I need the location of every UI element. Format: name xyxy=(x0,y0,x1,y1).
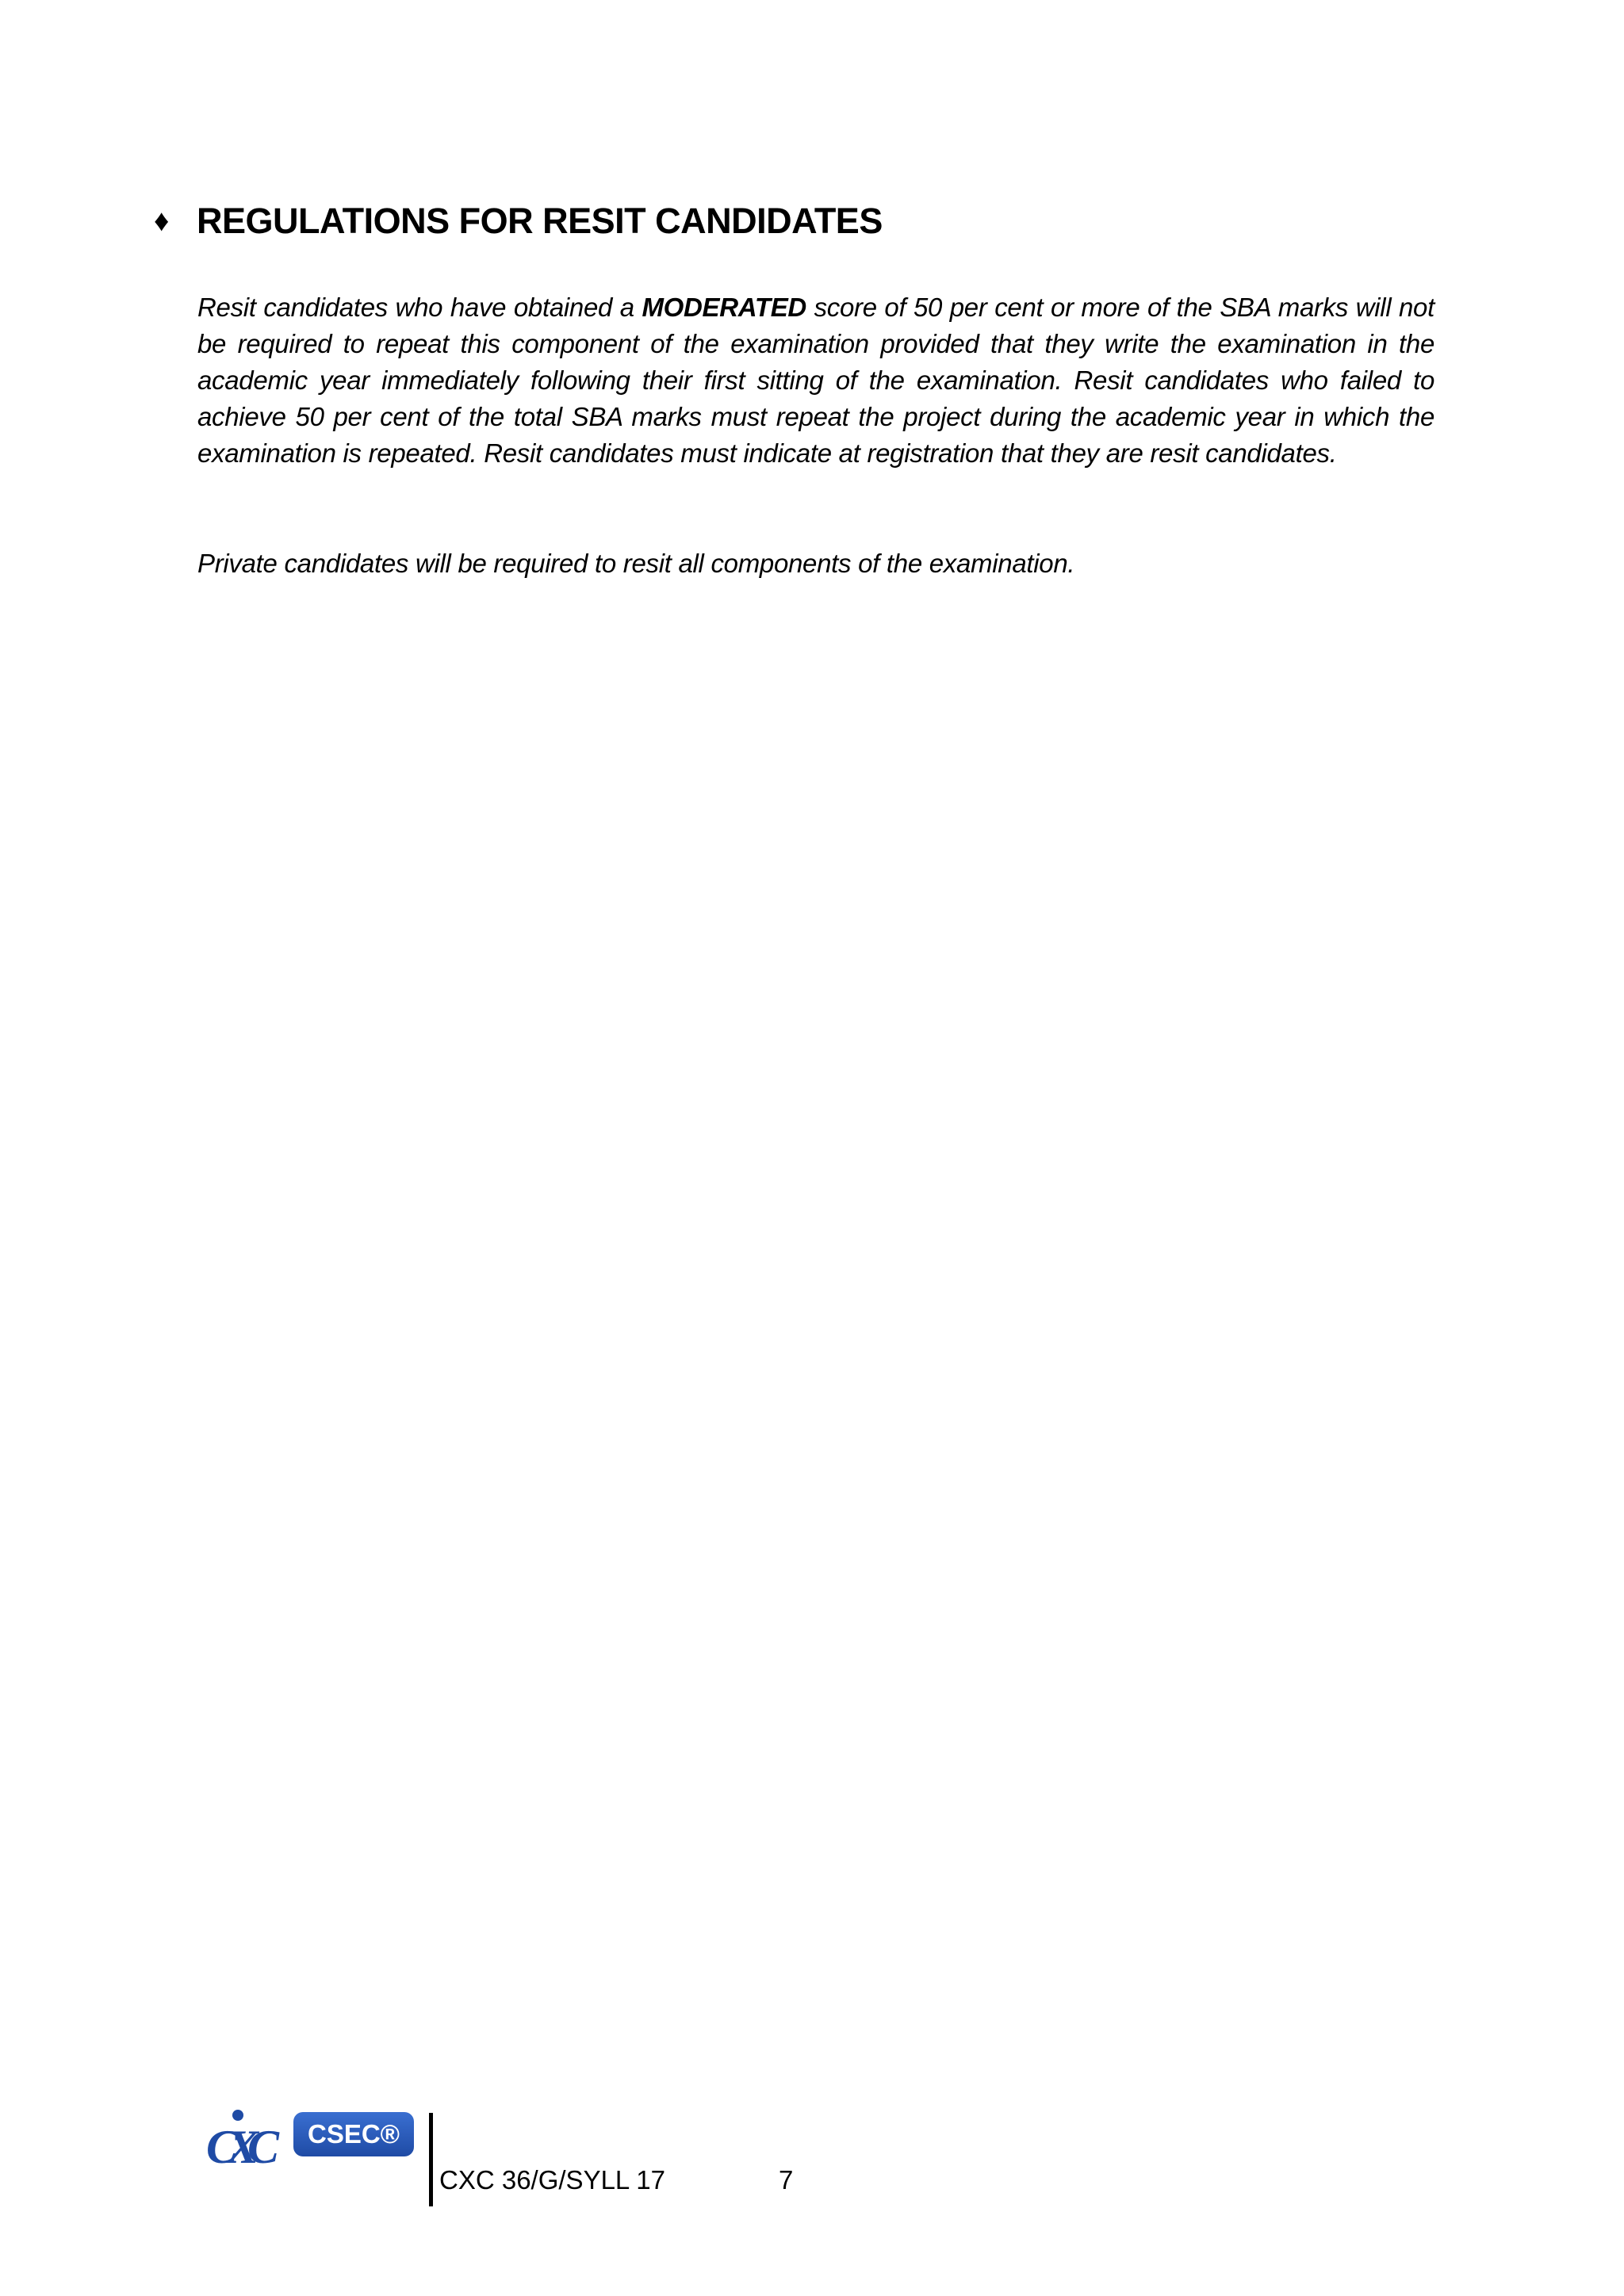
document-code: CXC 36/G/SYLL 17 xyxy=(439,2165,665,2195)
cxc-csec-logo xyxy=(205,2099,419,2179)
resit-paragraph xyxy=(197,289,1434,472)
cxc-emblem-icon xyxy=(206,2110,280,2173)
page-number: 7 xyxy=(779,2165,794,2195)
paragraph-text-start: Resit candidates who have obtained a xyxy=(197,293,642,322)
csec-badge-text: CSEC® xyxy=(308,2119,400,2149)
private-candidates-paragraph: Private candidates will be required to resit all components of the examination. xyxy=(197,549,1075,578)
footer-divider xyxy=(429,2113,433,2206)
diamond-bullet-icon: ♦ xyxy=(154,205,170,238)
logo-emblem-text: CXC xyxy=(206,2121,269,2173)
paragraph-text-end: score of 50 per cent or more of the SBA marks will not be required to repeat this component of the examination provided that they write the examination in the academic year immediately following their first sitting of the examination. Resit candidates who failed to achieve 50 per cent of the total SBA marks must repeat the project during the academic year in which the examination is repeated. Resit candidates must indicate at registration that they are resit candidates. xyxy=(197,293,1434,468)
section-heading xyxy=(154,201,883,242)
section-title: REGULATIONS FOR RESIT CANDIDATES xyxy=(197,201,883,241)
moderated-emphasis: MODERATED xyxy=(642,293,806,322)
